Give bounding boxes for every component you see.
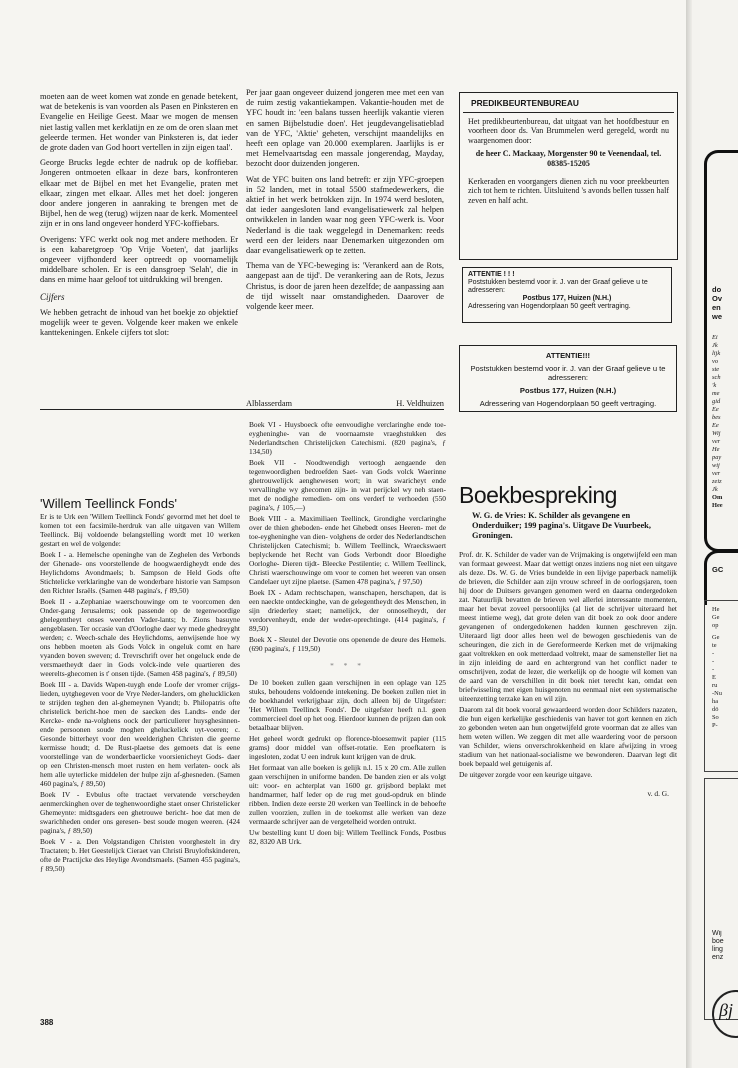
notice-title: PREDIKBEURTENBUREAU [463, 93, 674, 113]
neighbour-box [704, 778, 738, 1020]
teellinck-book-entry: Boek I - a. Hemelsche openinghe van de Zeghelen des Verbonds der Ghenade- ons voorstellende de hoogwaerdigheydt ende des Heylichdoms Avondmaels; b. Sampson de Held Gods ofte Stichtelicke verklaringhe van de wonderbare historie van Sampson den Richter Israëls. (Samen 448 pagina's, ƒ 89,50) [40, 550, 240, 595]
teellinck-paragraph: Het geheel wordt gedrukt op florence-bloesemwit papier (115 grams) door middel van offset-rotatie. Een proefkatern is ingesloten, zodat U een indruk kunt krijgen van de druk. [249, 734, 446, 761]
teellinck-paragraph: Uw bestelling kunt U doen bij: Willem Teellinck Fonds, Postbus 82, 8320 AB Urk. [249, 828, 446, 846]
teellinck-book-entry: Boek IV - Evbulus ofte tractaet vervatende verscheyden aenmerckinghen over de teghenwoordighe staet onser Christelicker Ghemeynte: midtsgaders een ghetrouwe bericht- hoe dat men de swarichheden onder ons geresen- best soude mogen weeren. (424 pagina's, ƒ 89,50) [40, 790, 240, 835]
signature-place: Alblasserdam [246, 399, 293, 408]
section-ornament: * * * [330, 661, 365, 670]
attentie-notice-large [459, 345, 677, 412]
notice-note: Kerkeraden en voorgangers dienen zich nu voor preekbeurten zich tot hem te richten. Uitsluitend 's avonds bellen tussen half zeven en half acht. [468, 176, 669, 205]
neighbour-text: He Ge op Ge te - - - E ru -Nu ha dö So P- [712, 606, 722, 729]
notice-intro: Het predikbeurtenbureau, dat uitgaat van het hoofdbestuur en voorheen door ds. Van Brummelen werd geregeld, wordt nu waargenomen door: [468, 116, 669, 145]
signature-author: H. Veldhuizen [396, 399, 444, 408]
teellinck-book-entry: Boek III - a. Davids Wapen-tuygh ende Loofe der vromer crijgs-lieden, uytghegeven voor de Vrye Neder-landers, om ghelucklicken te strijden teghen den al-ghemeynen Vyandt; b. Philopatris ofte christelick bericht-hoe men de saecken des Landts- ende der Kercke- ende na-volghens oock der particulierer huysghesinnen- ende persoonen soude moghen gheluckelick uyt-voeren; c. Gesonde bitterheyt voor den weelderighen Christen die geerne kermisse houdt; d. De Rust-plaetse des gemoets dat is eene voorstellinge van de wonderbaerlicke voorsienicheyt Gods- daer op een Christen-mensch moet rusten en hem verlaten- oock als hem alle uyterlicke middelen der hulpe zijn af-ghesneden. (Samen 460 pagina's, ƒ 89,50) [40, 680, 240, 788]
neighbour-text: Ei Jk lijk vo ste sch 'k me gid Ee bes Ee Wij ver He pay wij ver zeiz Jk Om Hee [712, 334, 723, 509]
article-column-1 [40, 92, 238, 338]
teellinck-book-entry: Boek VIII - a. Maximiliaen Teellinck, Grondighe verclaringhe over de thien gheboden- ende het Ghebedt onses Heeren- met de toe-eygheninghe van dien- volghens de order des Nederlandtschen Christelijcken Catechismi; b. Willem Teellinck, Wraeckswaert beplyckende het Recht van Gods Verbondt door Bloedighe Oorloghe- Dieren tijdt- Bleecke Pestilentie; c. Willem Teellinck, Christi waerschouwinge om voor te comen het weeren van onsen Candelaer uyt zijne plaetse. (Samen 478 pagina's, ƒ 97,50) [249, 514, 446, 586]
neighbour-text: Wij boe ling enz [712, 930, 724, 961]
article-paragraph: We hebben getracht de inhoud van het boekje zo objektief mogelijk weer te geven. Volgende keer maken we enkele kanttekeningen. Enkele cijfers tot slot: [40, 307, 238, 338]
section-divider [40, 409, 444, 410]
teellinck-paragraph: Er is te Urk een 'Willem Teellinck Fonds' gevormd met het doel te komen tot een facsimile-herdruk van alle uitgaven van Willem Teellinck. Bij voldoende belangstelling wordt met 10 werken gestart en wel de volgende: [40, 512, 240, 548]
attentie-title: ATTENTIE ! ! ! [468, 271, 515, 278]
article-paragraph: moeten aan de weet komen wat zonde en genade betekent, wat de betekenis is van voorden als Pasen en Pinksteren en Evangelie en Heilige Geest. Maar we mogen de mensen niet lastig vallen met kerklatijn en ze om de oren slaan met geleerde termen. Het wonder van Pinksteren is, dat ieder de grote daden van God hoort vertellen in zijn eigen taal'. [40, 92, 238, 153]
teellinck-book-entry: Boek X - Sleutel der Devotie ons openende de deure des Hemels. (690 pagina's, ƒ 119,50) [249, 635, 446, 653]
teellinck-title: 'Willem Teellinck Fonds' [40, 496, 177, 511]
review-author: v. d. G. [647, 789, 669, 798]
teellinck-column-2 [249, 420, 446, 848]
article-paragraph: Thema van de YFC-beweging is: 'Verankerd aan de Rots, aangepast aan de tijd'. De verankering aan de Rots, Jezus Christus, is door de jaren heen dezelfde; de aanpassing aan de tijd wisselt naar omstandigheden. Daarover de volgende keer meer. [246, 261, 444, 312]
review-paragraph: Daarom zal dit boek vooral gewaardeerd worden door Schilders nazaten, die hun eigen kerkelijke geschiedenis van haver tot gort kennen en zich zo gebonden weten aan hun ongetwijfeld grote voorman dat ze alles van hem weten willen. We zeggen dit met alle waardering voor de persoon van Schilder, wiens onverschrokkenheid en klare afwijzing in vroeg stadium van het nationaal-socialisme we bewonderen. Daarvan legt dit boek bepaald wel getuigenis af. [459, 705, 677, 768]
attentie-title: ATTENTIE!!! [545, 351, 591, 360]
neighbour-text: GC [712, 566, 724, 574]
article-paragraph: Per jaar gaan ongeveer duizend jongeren mee met een van de ruim zestig vakantiekampen. Vakantie-houden met de YFC houdt in: 'een balans tussen heerlijk vakantie vieren en samen Bijbelstudie doen'. Het jeugdevangelisatieblad van de YFC, 'Aktie' geheten, verschijnt maandelijks en heeft een oplage van 20.000 exemplaren. Jaarlijks is er met Hemelvaartsdag een massale jongerendag, Mayday, bezocht door duizenden jongeren. [246, 88, 444, 169]
attentie-line: Adressering van Hogendorplaan 50 geeft vertraging. [468, 303, 631, 310]
attentie-line: Poststukken bestemd voor ir. J. van der Graaf gelieve u te adresseren: [470, 364, 666, 382]
teellinck-book-entry: Boek II - a.Zephaniae waerschouwinge om te voorcomen den Onder-gang Jerusalems; ook passende op de tegenwoordige ghelegentheyt onses weerden Vader-lants; b. Zions basuyne aengeblasen. Ter occasie van d'Oorloghe daer wy mede ghedreyght werden; c. Weech-schale des Heylichdoms, aenwijsende hoe wy ons hebben moeten als Gods Volck in ongeluk comt en hare vyanden boven sweven; d. Trevrschrift over het ongeluck ende de versmaetheydt daer in Gods volck-inde vele quartieren des weerelts-ghecomen is t' onsen tijde. (Samen 458 pagina's, ƒ 89,50) [40, 597, 240, 678]
article-paragraph: Overigens: YFC werkt ook nog met andere methoden. Er is een kabaretgroep 'Op Vrije Voeten', dat jaarlijks ongeveer vijfhonderd keer optreedt op voornamelijk middelbare scholen. Er is een dansgroep 'Selah', die in dans en mime haar geloof tot uitdrukking wil brengen. [40, 234, 238, 285]
article-paragraph: George Brucks legde echter de nadruk op de koffiebar. Jongeren ontmoeten elkaar in deze bars, konfronteren elkaar met de Bijbel en met het Evangelie, praten met elkaar, zingen met elkaar. Alles met het doel: jongeren door andere jongeren in aanraking te brengen met de Bijbel, hen de weg (terug) wijzen naar de kerk. Momenteel zijn er in ons land ongeveer honderd YFC-koffiebars. [40, 158, 238, 229]
review-paragraph: Prof. dr. K. Schilder de vader van de Vrijmaking is ongetwijfeld een man van formaat geweest. Maar dat wettigt onzes inziens nog niet een uitgave als deze. Ds. W. G. de Vries bundelde in een lijvige paperback namelijk de brieven, die Schilder aan zijn vrouw schreef in de oorlogsjaren, toen hij door de Duitsers gevangen genomen werd en daarna ondergedoken zat. Natuurlijk bevatten de brieven wel allerlei interessante momenten, maar het bevat zoveel persoonlijks (al liet de schrijver uiteraard het meest intieme weg), dat grote delen van dit boek zo ook door andere gevangenen of ondergedokenen hadden kunnen geschreven zijn. Uiteraard ligt door alles heen wel de bewogen geschiedenis van de scheuringen, die zich in de Gereformeerde Kerken met de vrijmaking gaat voltrekken en ook metterdaad voltrekt, maar de samensteller liet na in zijn inleiding de aard en achtergrond van het conflict nader te omschrijven, zodat de lezer, die werkelijk op de hoogte wil komen van de aard van de verschillen in dit boek niet terecht kan, omdat een briefwisseling met eigen huisgenoten nu eenmaal niet een systematische uiteenzetting terzake kan en wil zijn. [459, 550, 677, 703]
teellinck-book-entry: Boek IX - Adam rechtschapen, wanschapen, herschapen, dat is een naeckte ontdeckinghe, van de gelegentheydt des Menschen, in sijn driederley staet; namelijck, der onnoselheydt, der verdorvenheydt, ende der weder-oprechtinge. (414 pagina's, ƒ 89,50) [249, 588, 446, 633]
article-column-2 [246, 88, 444, 317]
teellinck-book-entry: Boek VI - Huysboeck ofte eenvoudighe verclaringhe ende toe-eygheninghe- van de voornaamste vraeghstukken des Nederlandtschen Christelijcken Catechismi. (820 pagina's, ƒ 134,50) [249, 420, 446, 456]
teellinck-paragraph: De 10 boeken zullen gaan verschijnen in een oplage van 125 stuks, behoudens voldoende intekening. De boeken zullen niet in de boekhandel verkrijgbaar zijn, doch alleen bij de Uitgefster: 'Het Willem Teellinck Fonds'. De uitgefster heeft n.l. geen commercieel doel op het oog. Hierdoor kunnen de prijzen dan ook betaalbaar blijven. [249, 678, 446, 732]
teellinck-book-entry: Boek V - a. Den Volgstandigen Christen voorghestelt in dry Tractaten; b. Het Geestelijck Cieraet van Christi Bruyloftskinderen, ofte de Practijcke des Heylige Avondtsmaels. (Samen 455 pagina's, ƒ 89,50) [40, 837, 240, 873]
attentie-address: Postbus 177, Huizen (N.H.) [519, 386, 617, 395]
review-paragraph: De uitgever zorgde voor een keurige uitgave. [459, 770, 593, 779]
article-paragraph: Wat de YFC buiten ons land betreft: er zijn YFC-groepen in 52 landen, met in totaal 5500 stafmedewerkers, die aktief in het werk betrokken zijn. In 1974 werd besloten, dat ieder aangesloten land evangelisatiewerk zal helpen ontwikkelen in landen waar nog geen YFC-werk is. Voor Nederland is die taak weggelegd in Denemarken: reeds werd een der leiders naar Denemarken uitgezonden om daar evangelisatiewerk op te zetten. [246, 174, 444, 256]
neighbour-frame [704, 550, 738, 605]
article-signature [246, 399, 444, 408]
notice-address: de heer C. Mackaay, Morgenster 90 te Veenendaal, tel. 08385-15205 [475, 149, 662, 168]
attentie-notice-small [462, 267, 672, 323]
review-body [459, 550, 677, 798]
teellinck-book-entry: Boek VII - Noodtwendigh vertoogh aengaende den tegenwoordighen bedroefden Saet- van Gods volck Waerinne ghetrouwelijck aenghewesen wort; in wat swaricheyt ende vervallinghe wy ghecomen zijn- in wat perijckel wy neh staen- met de nodighe remedien- om ons verderf te verhoeden (550 pagina's, ƒ 105,—) [249, 458, 446, 512]
attentie-address: Postbus 177, Huizen (N.H.) [522, 295, 612, 302]
attentie-line: Poststukken bestemd voor ir. J. van der Graaf gelieve u te adresseren: [468, 279, 648, 294]
predikbeurtenbureau-notice [459, 92, 678, 260]
review-title: Boekbespreking [459, 482, 617, 508]
subheading-cijfers: Cijfers [40, 291, 65, 302]
review-subtitle: W. G. de Vries: K. Schilder als gevangene en Onderduiker; 199 pagina's. Uitgave De Vuurbeek, Groningen. [472, 511, 651, 540]
attentie-line: Adressering van Hogendorplaan 50 geeft vertraging. [479, 399, 657, 408]
teellinck-column-1 [40, 512, 240, 875]
page-number: 388 [40, 1018, 54, 1027]
teellinck-paragraph: Het formaat van alle boeken is gelijk n.l. 15 x 20 cm. Alle zullen gaan verschijnen in uniforme banden. De banden zien er als volgt uit: voor- en achterplat van 1600 gr. grijsbord beplakt met handmarmer, half leder op de rug met goud-opdruk en blinde ribben. Indien deze eerste 20 werken van Teellinck in de behoefte zullen voorzien, zullen in de toekomst alle werken van deze vermaarde schrijver aan de vergetelheid worden ontrukt. [249, 763, 446, 826]
neighbour-text: do Ov en we [712, 286, 723, 321]
publisher-logo-letters: βj [719, 1000, 733, 1020]
